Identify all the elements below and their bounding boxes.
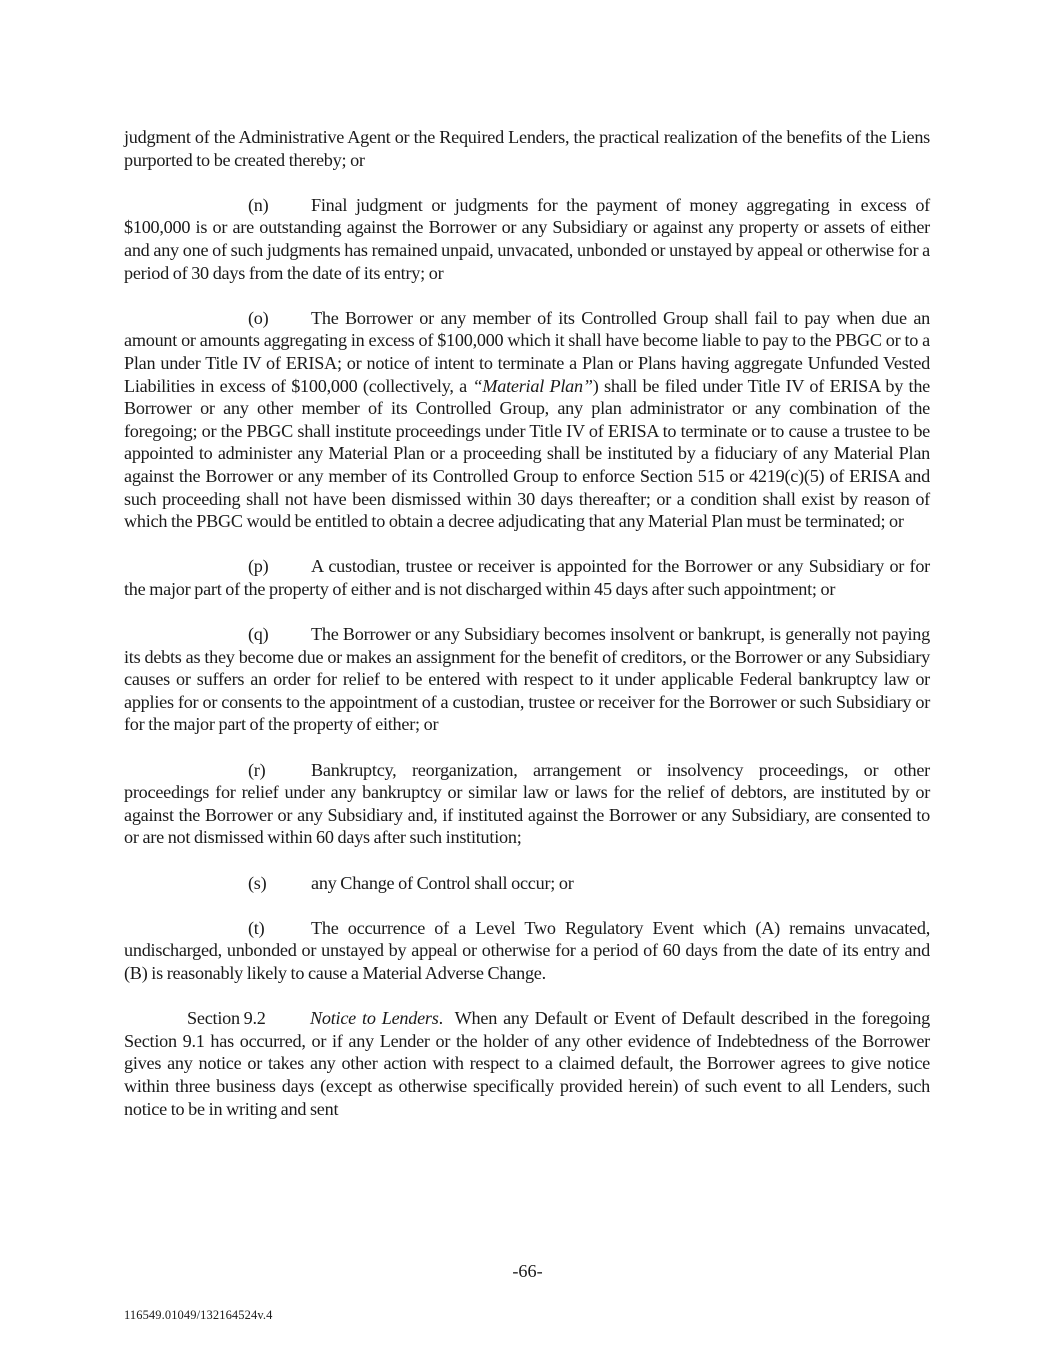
section-title: Notice to Lenders — [310, 1008, 439, 1029]
clause-n — [124, 194, 930, 284]
continuation-text: judgment of the Administrative Agent or the Required Lenders, the practical realization of the benefits of the Liens purported to be created thereby; or — [124, 127, 930, 170]
clause-text: Bankruptcy, reorganization, arrangement or insolvency proceedings, or other proceedings for relief under any bankruptcy or similar law or laws for the relief of debtors, are instituted by or against the Borrower or any Subsidiary and, if instituted against the Borrower or any Subsidiary, are consented to or are not dismissed within 60 days after such institution; — [124, 759, 930, 848]
clause-text: any Change of Control shall occur; or — [311, 872, 574, 893]
clause-s — [124, 872, 930, 895]
clause-label: (t) — [248, 917, 265, 938]
clause-label: (o) — [248, 307, 269, 328]
section-number: Section 9.2 — [187, 1008, 266, 1029]
clause-label: (s) — [248, 872, 267, 893]
clause-q — [124, 623, 930, 736]
clause-r — [124, 759, 930, 849]
clause-label: (r) — [248, 759, 266, 780]
continuation-paragraph — [124, 126, 930, 171]
page-number: -66- — [512, 1261, 543, 1281]
clause-p — [124, 555, 930, 600]
section-title-punct: . — [438, 1008, 443, 1029]
clause-text: Final judgment or judgments for the payment of money aggregating in excess of $100,000 is or are outstanding against the Borrower or any Subsidiary or against any property or assets of either and any one of such judgments has remained unpaid, unvacated, unbonded or unstayed by appeal or otherwise for a period of 30 days from the date of its entry; or — [124, 194, 930, 283]
clause-text: The Borrower or any member of its Controlled Group shall fail to pay when due an amount or amounts aggregating in excess of $100,000 which it shall have become liable to pay to the PBGC or to a Plan under Title IV of ERISA; or notice of intent to terminate a Plan or Plans having aggregate Unfunded Vested Liabilities in excess of $100,000 (collectively, a — [124, 307, 930, 396]
document-page — [124, 126, 930, 1120]
clause-label: (n) — [248, 194, 269, 215]
clause-text: The Borrower or any Subsidiary becomes insolvent or bankrupt, is generally not paying its debts as they become due or makes an assignment for the benefit of creditors, or the Borrower or any Subsidiary causes or suffers an order for relief to be entered with respect to it under applicable Federal bankruptcy law or applies for or consents to the appointment of a custodian, trustee or receiver for the Borrower or such Subsidiary or for the major part of the property of either; or — [124, 624, 930, 735]
clause-label: (q) — [248, 624, 269, 645]
clause-o — [124, 307, 930, 533]
clause-text: A custodian, trustee or receiver is appointed for the Borrower or any Subsidiary or for the major part of the property of either and is not discharged within 45 days after such appointment; or — [124, 556, 930, 599]
clause-text: The occurrence of a Level Two Regulatory Event which (A) remains unvacated, undischarged, unbonded or unstayed by appeal or otherwise for a period of 60 days from the date of its entry and (B) is reasonably likely to cause a Material Adverse Change. — [124, 917, 930, 983]
section-9-2 — [124, 1007, 930, 1120]
defined-term-material-plan: “Material Plan” — [472, 375, 593, 396]
document-id: 116549.01049/132164524v.4 — [124, 1308, 273, 1322]
clause-t — [124, 917, 930, 985]
section-text: When any Default or Event of Default described in the foregoing Section 9.1 has occurred, or if any Lender or the holder of any other evidence of Indebtedness of the Borrower gives any notice or takes any other action with respect to a claimed default, the Borrower agrees to give notice within three business days (except as otherwise specifically provided herein) of such event to all Lenders, such notice to be in writing and sent — [124, 1008, 930, 1119]
clause-text-continued: ) shall be filed under Title IV of ERISA by the Borrower or any other member of its Controlled Group, any plan administrator or any combination of the foregoing; or the PBGC shall institute proceedings under Title IV of ERISA to terminate or to cause a trustee to be appointed to administer any Material Plan or a proceeding shall be instituted by a fiduciary of any Material Plan against the Borrower or any member of its Controlled Group to enforce Section 515 or 4219(c)(5) of ERISA and such proceeding shall not have been dismissed within 30 days thereafter; or a condition shall exist by reason of which the PBGC would be entitled to obtain a decree adjudicating that any Material Plan must be terminated; or — [124, 375, 930, 532]
clause-label: (p) — [248, 556, 269, 577]
